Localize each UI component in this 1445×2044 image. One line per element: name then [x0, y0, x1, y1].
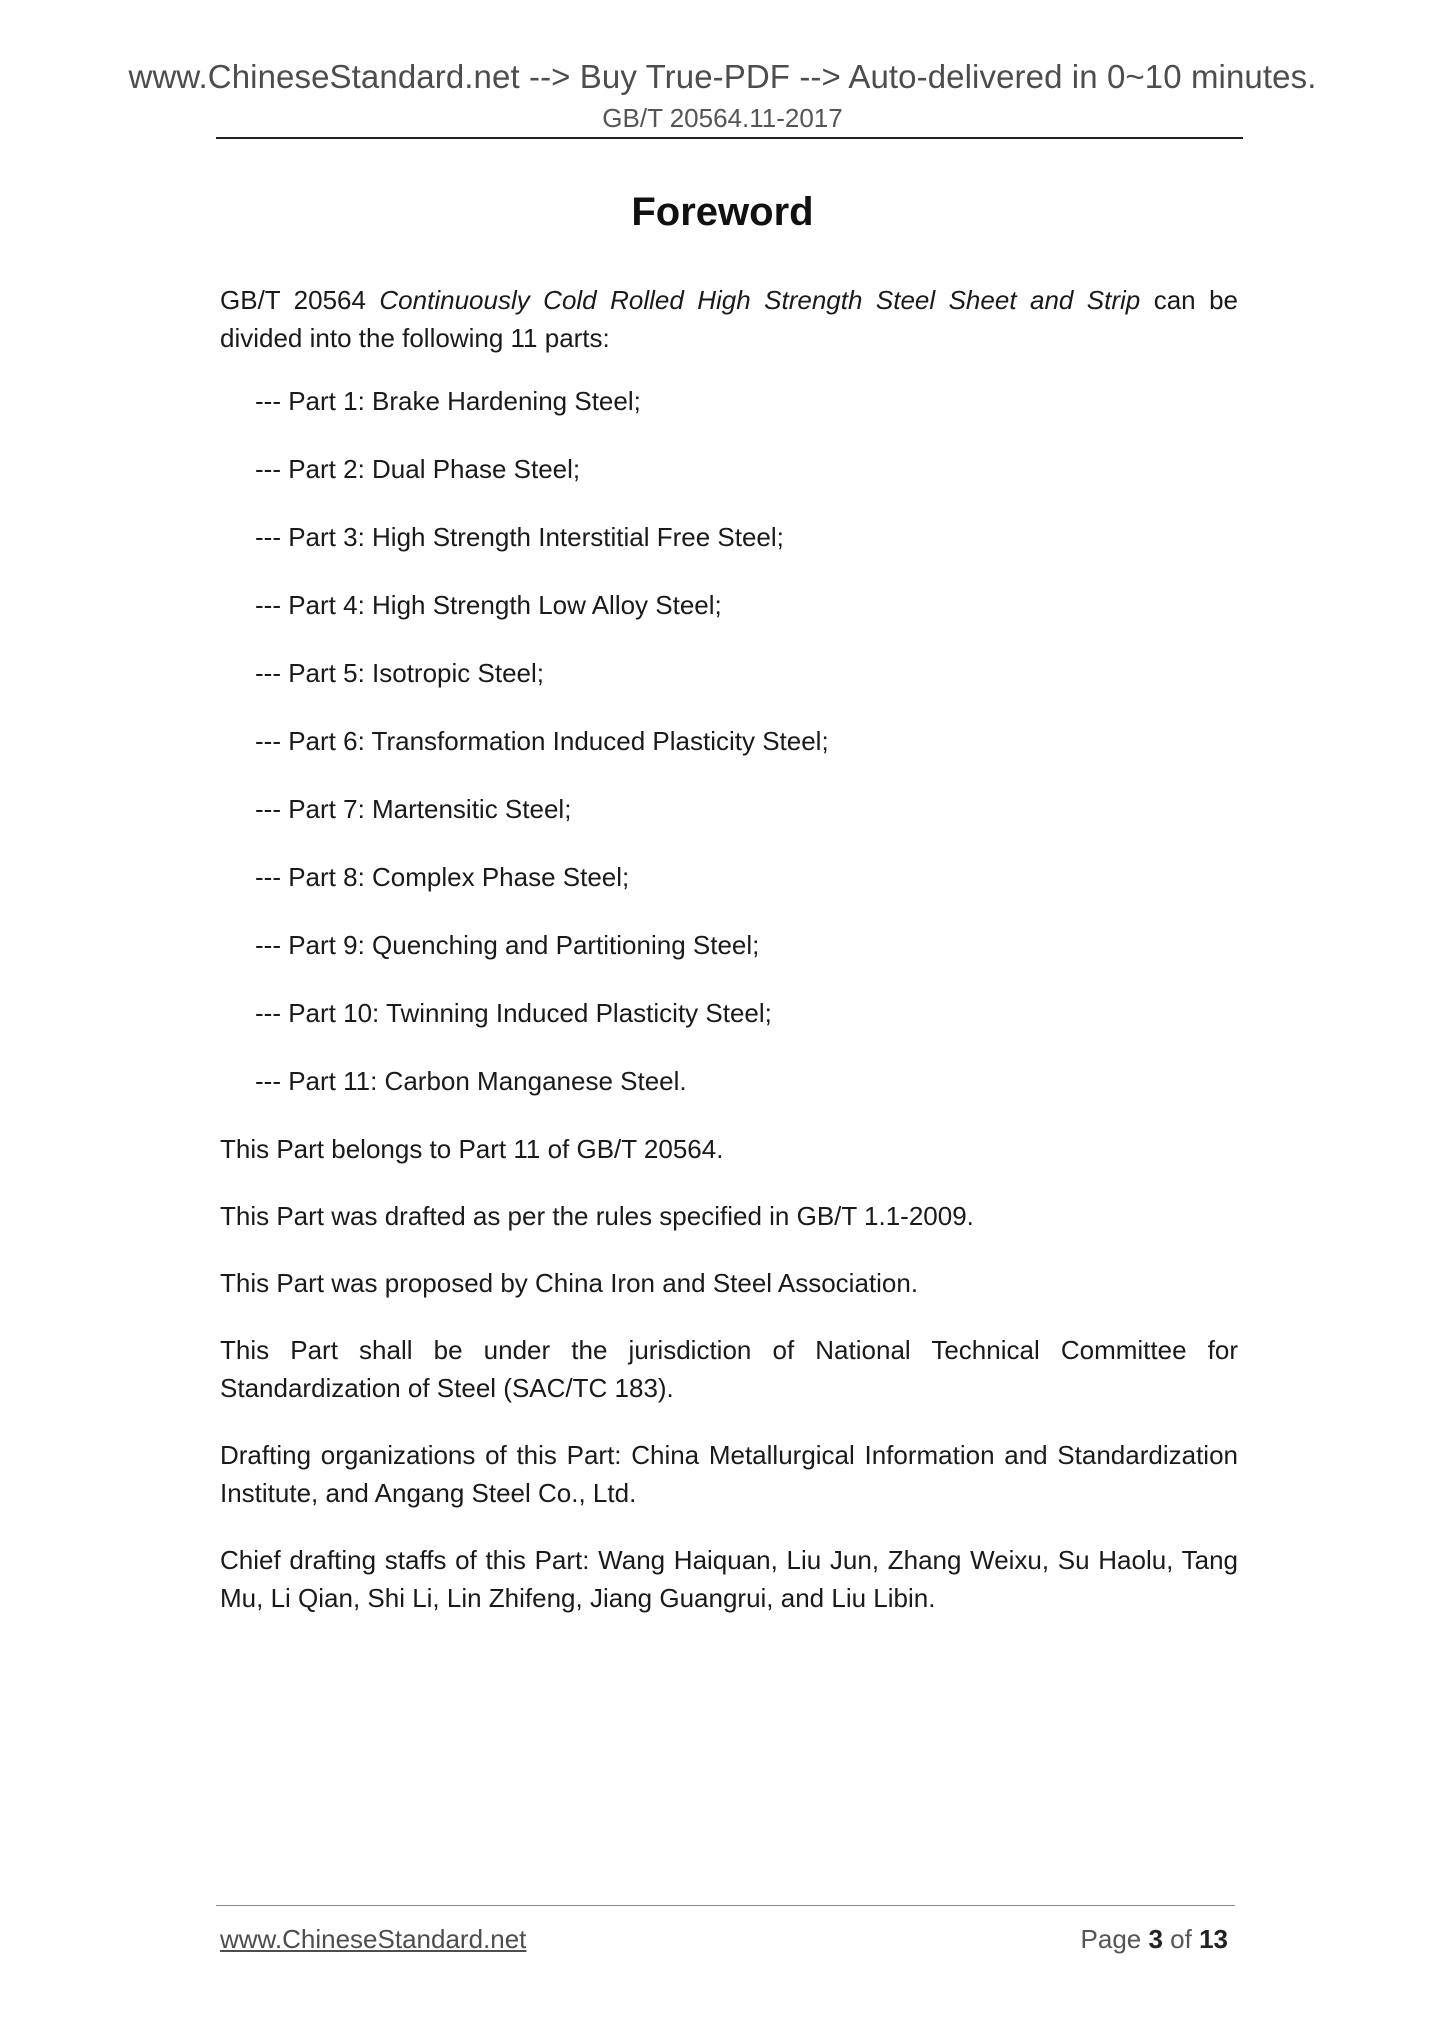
- proposer-paragraph: This Part was proposed by China Iron and Steel Association.: [220, 1268, 919, 1298]
- list-item: --- Part 8: Complex Phase Steel;: [255, 862, 630, 892]
- list-item: --- Part 2: Dual Phase Steel;: [255, 454, 581, 484]
- list-item: --- Part 6: Transformation Induced Plasticity Steel;: [255, 726, 829, 756]
- page-number: [1081, 1924, 1228, 1955]
- drafting-staff-paragraph: Chief drafting staffs of this Part: Wang Haiquan, Liu Jun, Zhang Weixu, Su Haolu, Tang Mu, Li Qian, Shi Li, Lin Zhifeng, Jiang Guangrui, and Liu Libin.: [220, 1545, 1238, 1613]
- intro-paragraph: [220, 281, 1238, 357]
- header-divider: [216, 137, 1243, 139]
- foreword-body: [220, 281, 1238, 1646]
- footer-site-link[interactable]: www.ChineseStandard.net: [220, 1924, 527, 1954]
- drafting-organizations-paragraph: Drafting organizations of this Part: China Metallurgical Information and Standardization Institute, and Angang Steel Co., Ltd.: [220, 1440, 1238, 1508]
- series-title: Continuously Cold Rolled High Strength Steel Sheet and Strip: [379, 285, 1141, 315]
- part-membership-paragraph: This Part belongs to Part 11 of GB/T 20564.: [220, 1134, 724, 1164]
- page-label: Page: [1080, 1924, 1149, 1954]
- page-title: Foreword: [631, 190, 814, 234]
- current-page: 3: [1148, 1924, 1163, 1954]
- intro-lead: GB/T 20564: [220, 285, 380, 315]
- total-pages: 13: [1199, 1924, 1228, 1954]
- header-standard-code: GB/T 20564.11-2017: [602, 103, 843, 133]
- list-item: --- Part 3: High Strength Interstitial Free Steel;: [255, 522, 784, 552]
- list-item: --- Part 9: Quenching and Partitioning Steel;: [255, 930, 760, 960]
- footer-divider: [216, 1905, 1235, 1906]
- of-label: of: [1162, 1924, 1200, 1954]
- list-item: --- Part 11: Carbon Manganese Steel.: [255, 1066, 687, 1096]
- jurisdiction-paragraph: This Part shall be under the jurisdiction of National Technical Committee for Standardization of Steel (SAC/TC 183).: [220, 1335, 1238, 1403]
- drafting-rules-paragraph: This Part was drafted as per the rules specified in GB/T 1.1-2009.: [220, 1201, 974, 1231]
- list-item: --- Part 7: Martensitic Steel;: [255, 794, 572, 824]
- list-item: --- Part 1: Brake Hardening Steel;: [255, 386, 641, 416]
- parts-list: [220, 382, 1238, 1100]
- header-banner: www.ChineseStandard.net --> Buy True-PDF --> Auto-delivered in 0~10 minutes.: [128, 58, 1317, 95]
- intro-tail: can be divided into the following 11 parts:: [220, 285, 1239, 353]
- list-item: --- Part 10: Twinning Induced Plasticity Steel;: [255, 998, 772, 1028]
- list-item: --- Part 4: High Strength Low Alloy Steel;: [255, 590, 722, 620]
- list-item: --- Part 5: Isotropic Steel;: [255, 658, 544, 688]
